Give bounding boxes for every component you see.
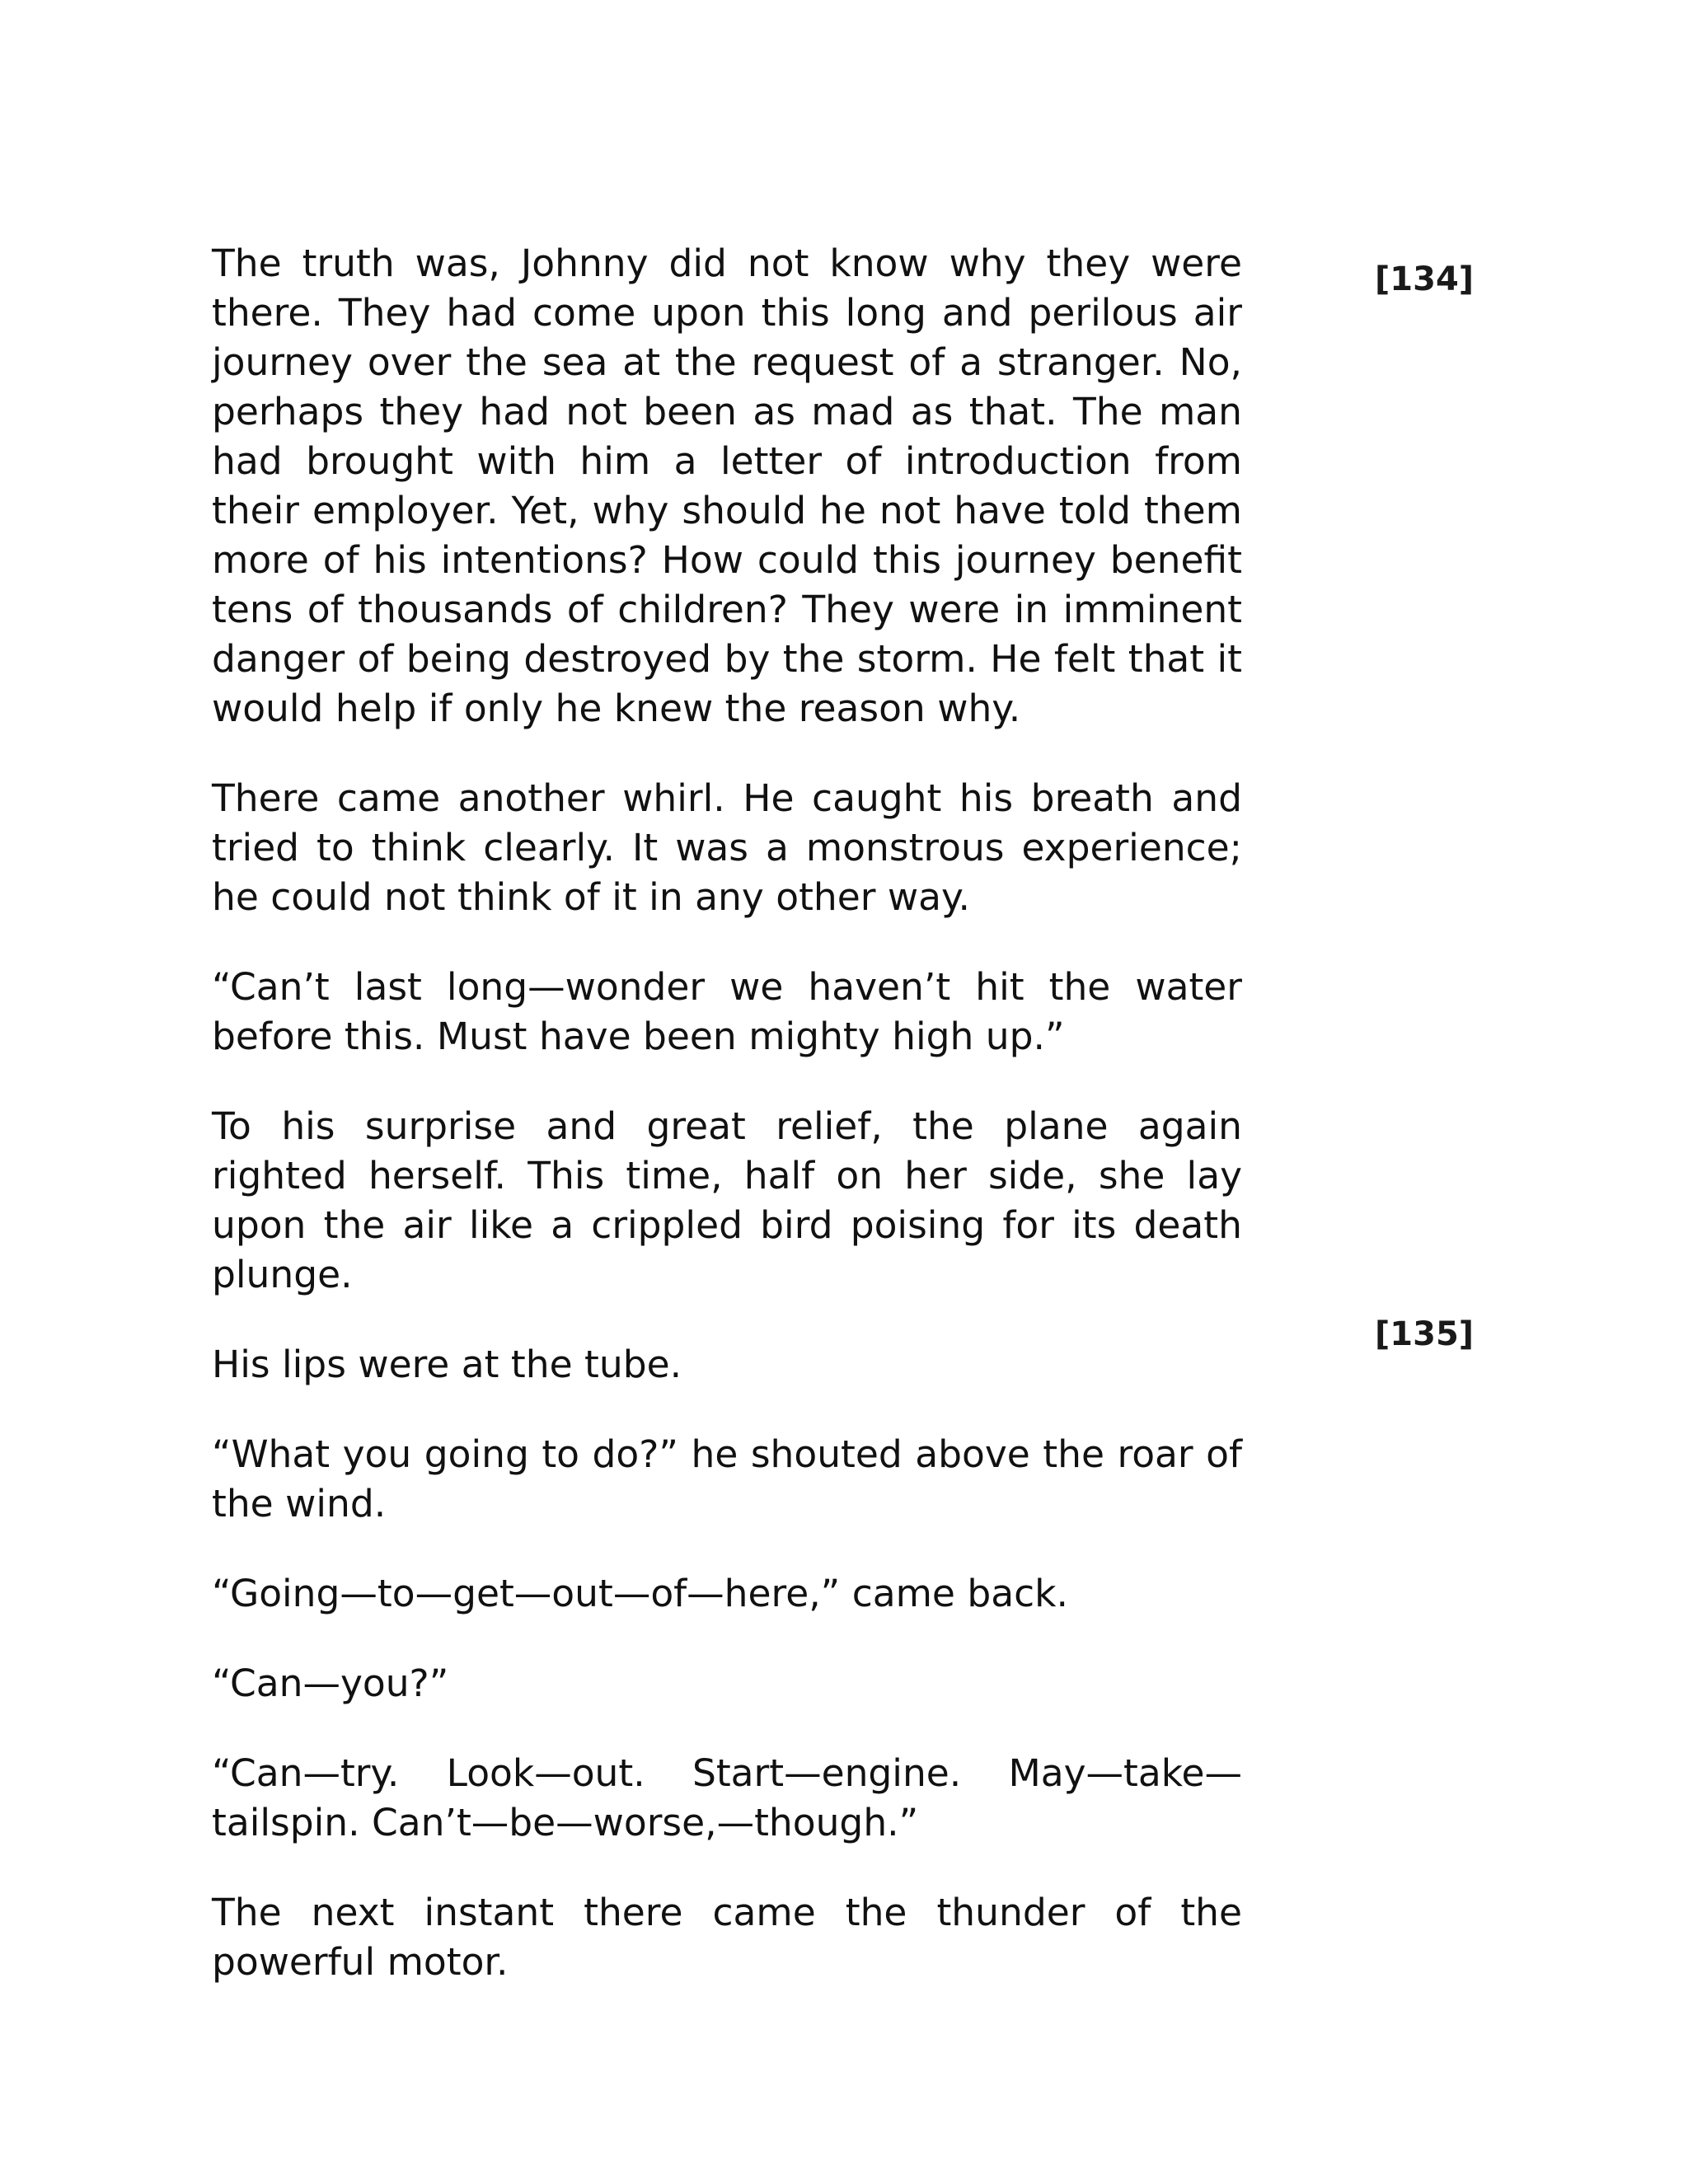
page-number-marker: [135] — [1375, 1315, 1475, 1353]
paragraph: “Going—to—get—out—of—here,” came back. — [212, 1572, 1068, 1615]
paragraph: His lips were at the tube. — [212, 1343, 682, 1386]
paragraph: To his surprise and great relief, the plane again righted herself. This time, half on her side, she lay upon the air like a crippled bird poising for its death plunge. — [212, 1104, 1242, 1296]
body-text — [212, 239, 1242, 1987]
paragraph: The next instant there came the thunder of the powerful motor. — [212, 1891, 1242, 1984]
page-number-marker: [134] — [1375, 260, 1475, 298]
paragraph: “Can’t last long—wonder we haven’t hit the water before this. Must have been mighty high up.” — [212, 965, 1242, 1058]
paragraph: “Can—you?” — [212, 1661, 449, 1705]
paragraph: “What you going to do?” he shouted above the roar of the wind. — [212, 1432, 1242, 1526]
paragraph: There came another whirl. He caught his breath and tried to think clearly. It was a monstrous experience; he could not think of it in any other way. — [212, 776, 1242, 919]
paragraph: “Can—try. Look—out. Start—engine. May—take—tailspin. Can’t—be—worse,—though.” — [212, 1751, 1242, 1844]
paragraph: The truth was, Johnny did not know why they were there. They had come upon this long and perilous air journey over the sea at the request of a stranger. No, perhaps they had not been as mad as that. The man had brought with him a letter of introduction from their employer. Yet, why should he not have told them more of his intentions? How could this journey benefit tens of thousands of children? They were in imminent danger of being destroyed by the storm. He felt that it would help if only he knew the reason why. — [212, 241, 1242, 730]
